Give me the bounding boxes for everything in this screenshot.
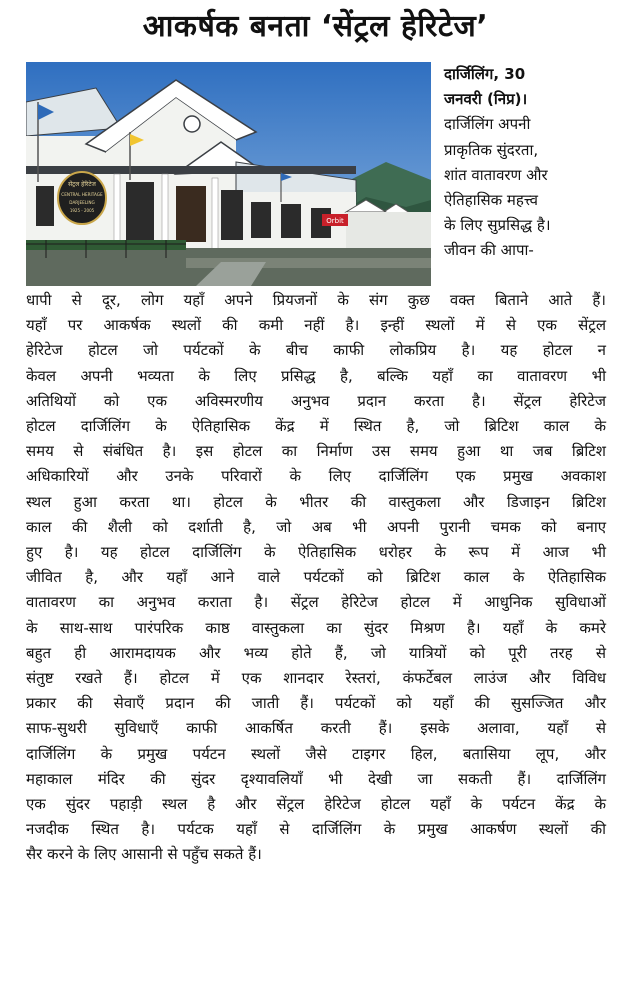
body-line: महाकाल मंदिर की सुंदर दृश्यावलियाँ भी देखी जा सकती हैं। दार्जिलिंग bbox=[26, 769, 606, 788]
body-line: यहाँ पर आकर्षक स्थलों की कमी नहीं है। इन्हीं स्थलों में से एक सेंट्रल bbox=[26, 316, 606, 335]
intro-line: प्राकृतिक सुंदरता, bbox=[444, 140, 539, 159]
hotel-sign-line1: सेंट्रल हेरिटेज bbox=[68, 181, 96, 188]
hotel-sign-line3: DARJEELING bbox=[69, 200, 95, 205]
body-line: प्रकार की सेवाएँ प्रदान की जाती हैं। पर्यटकों को यहाँ की सुसज्जित और bbox=[26, 694, 606, 713]
article-intro-column bbox=[444, 62, 606, 264]
headline: आकर्षक बनता ‘सेंट्रल हेरिटेज’ bbox=[142, 9, 489, 44]
body-line: स्थल हुआ करता था। होटल के भीतर की वास्तुकला और डिजाइन ब्रिटिश bbox=[26, 492, 606, 511]
intro-line: शांत वातावरण और bbox=[444, 165, 548, 184]
body-line: जीवित है, और यहाँ आने वाले पर्यटकों को ब्रिटिश काल के ऐतिहासिक bbox=[26, 568, 606, 587]
body-line: एक सुंदर पहाड़ी स्थल है और सेंट्रल हेरिटेज होटल यहाँ के पर्यटन केंद्र के bbox=[26, 795, 606, 814]
hotel-photo-illustration bbox=[26, 62, 431, 286]
body-line: केवल अपनी भव्यता के लिए प्रसिद्ध है, बल्कि यहाँ का वातावरण भी bbox=[26, 366, 606, 385]
dateline-place: दार्जिलिंग, 30 bbox=[444, 65, 526, 83]
hotel-photo bbox=[26, 62, 431, 286]
article-body bbox=[26, 288, 606, 868]
body-line: साफ-सुथरी सुविधाएँ काफी आकर्षित करती हैं। इसके अलावा, यहाँ से bbox=[26, 719, 606, 738]
hotel-sign bbox=[58, 172, 106, 224]
intro-line: के लिए सुप्रसिद्ध है। bbox=[444, 216, 551, 235]
hotel-sign-line4: 1925 - 2005 bbox=[69, 208, 95, 213]
body-line: बहुत ही आरामदायक और भव्य होते हैं, जो यात्रियों को पूरी तरह से bbox=[26, 643, 606, 662]
body-line: समय से संबंधित है। इस होटल का निर्माण उस समय हुआ था जब ब्रिटिश bbox=[26, 442, 606, 461]
body-line: अतिथियों को एक अविस्मरणीय अनुभव प्रदान करता है। सेंट्रल हेरिटेज bbox=[26, 391, 606, 410]
intro-line: दार्जिलिंग अपनी bbox=[444, 115, 531, 134]
body-line: दार्जिलिंग के प्रमुख पर्यटन स्थलों जैसे टाइगर हिल, बतासिया लूप, और bbox=[26, 744, 606, 763]
body-line: नजदीक स्थित है। पर्यटक यहाँ से दार्जिलिंग के प्रमुख आकर्षण स्थलों की bbox=[26, 820, 606, 839]
body-line: संतुष्ट रखते हैं। होटल में एक शानदार रेस्तरां, कंफर्टेबल लाउंज और विविध bbox=[26, 669, 606, 688]
dateline-date: जनवरी (निप्र)। bbox=[444, 90, 528, 109]
intro-line: ऐतिहासिक महत्त्व bbox=[444, 191, 538, 210]
intro-line: जीवन की आपा- bbox=[444, 241, 534, 260]
hotel-sign-line2: CENTRAL HERITAGE bbox=[61, 192, 103, 197]
body-line: के साथ-साथ पारंपरिक काष्ठ वास्तुकला का सुंदर मिश्रण है। यहाँ के कमरे bbox=[26, 618, 606, 637]
body-line: धापी से दूर, लोग यहाँ अपने प्रियजनों के संग कुछ वक्त बिताने आते हैं। bbox=[26, 291, 606, 309]
body-line: हेरिटेज होटल जो पर्यटकों के बीच काफी लोकप्रिय है। यह होटल न bbox=[26, 341, 606, 360]
clock-icon bbox=[184, 116, 200, 132]
body-line: काल की शैली को दर्शाती है, जो अब भी अपनी पुरानी चमक को बनाए bbox=[26, 517, 606, 536]
shop-sign-text: Orbit bbox=[326, 217, 344, 225]
body-line: हुए है। यह होटल दार्जिलिंग के ऐतिहासिक धरोहर के रूप में आज भी bbox=[26, 543, 606, 562]
body-line: अधिकारियों और उनके परिवारों के लिए दार्जिलिंग एक प्रमुख अवकाश bbox=[26, 467, 606, 486]
body-line: सैर करने के लिए आसानी से पहुँच सकते हैं। bbox=[26, 845, 262, 864]
body-line: होटल दार्जिलिंग के ऐतिहासिक केंद्र में स्थित है, जो ब्रिटिश काल के bbox=[26, 417, 606, 436]
body-line: वातावरण का अनुभव कराता है। सेंट्रल हेरिटेज होटल में आधुनिक सुविधाओं bbox=[26, 593, 606, 612]
